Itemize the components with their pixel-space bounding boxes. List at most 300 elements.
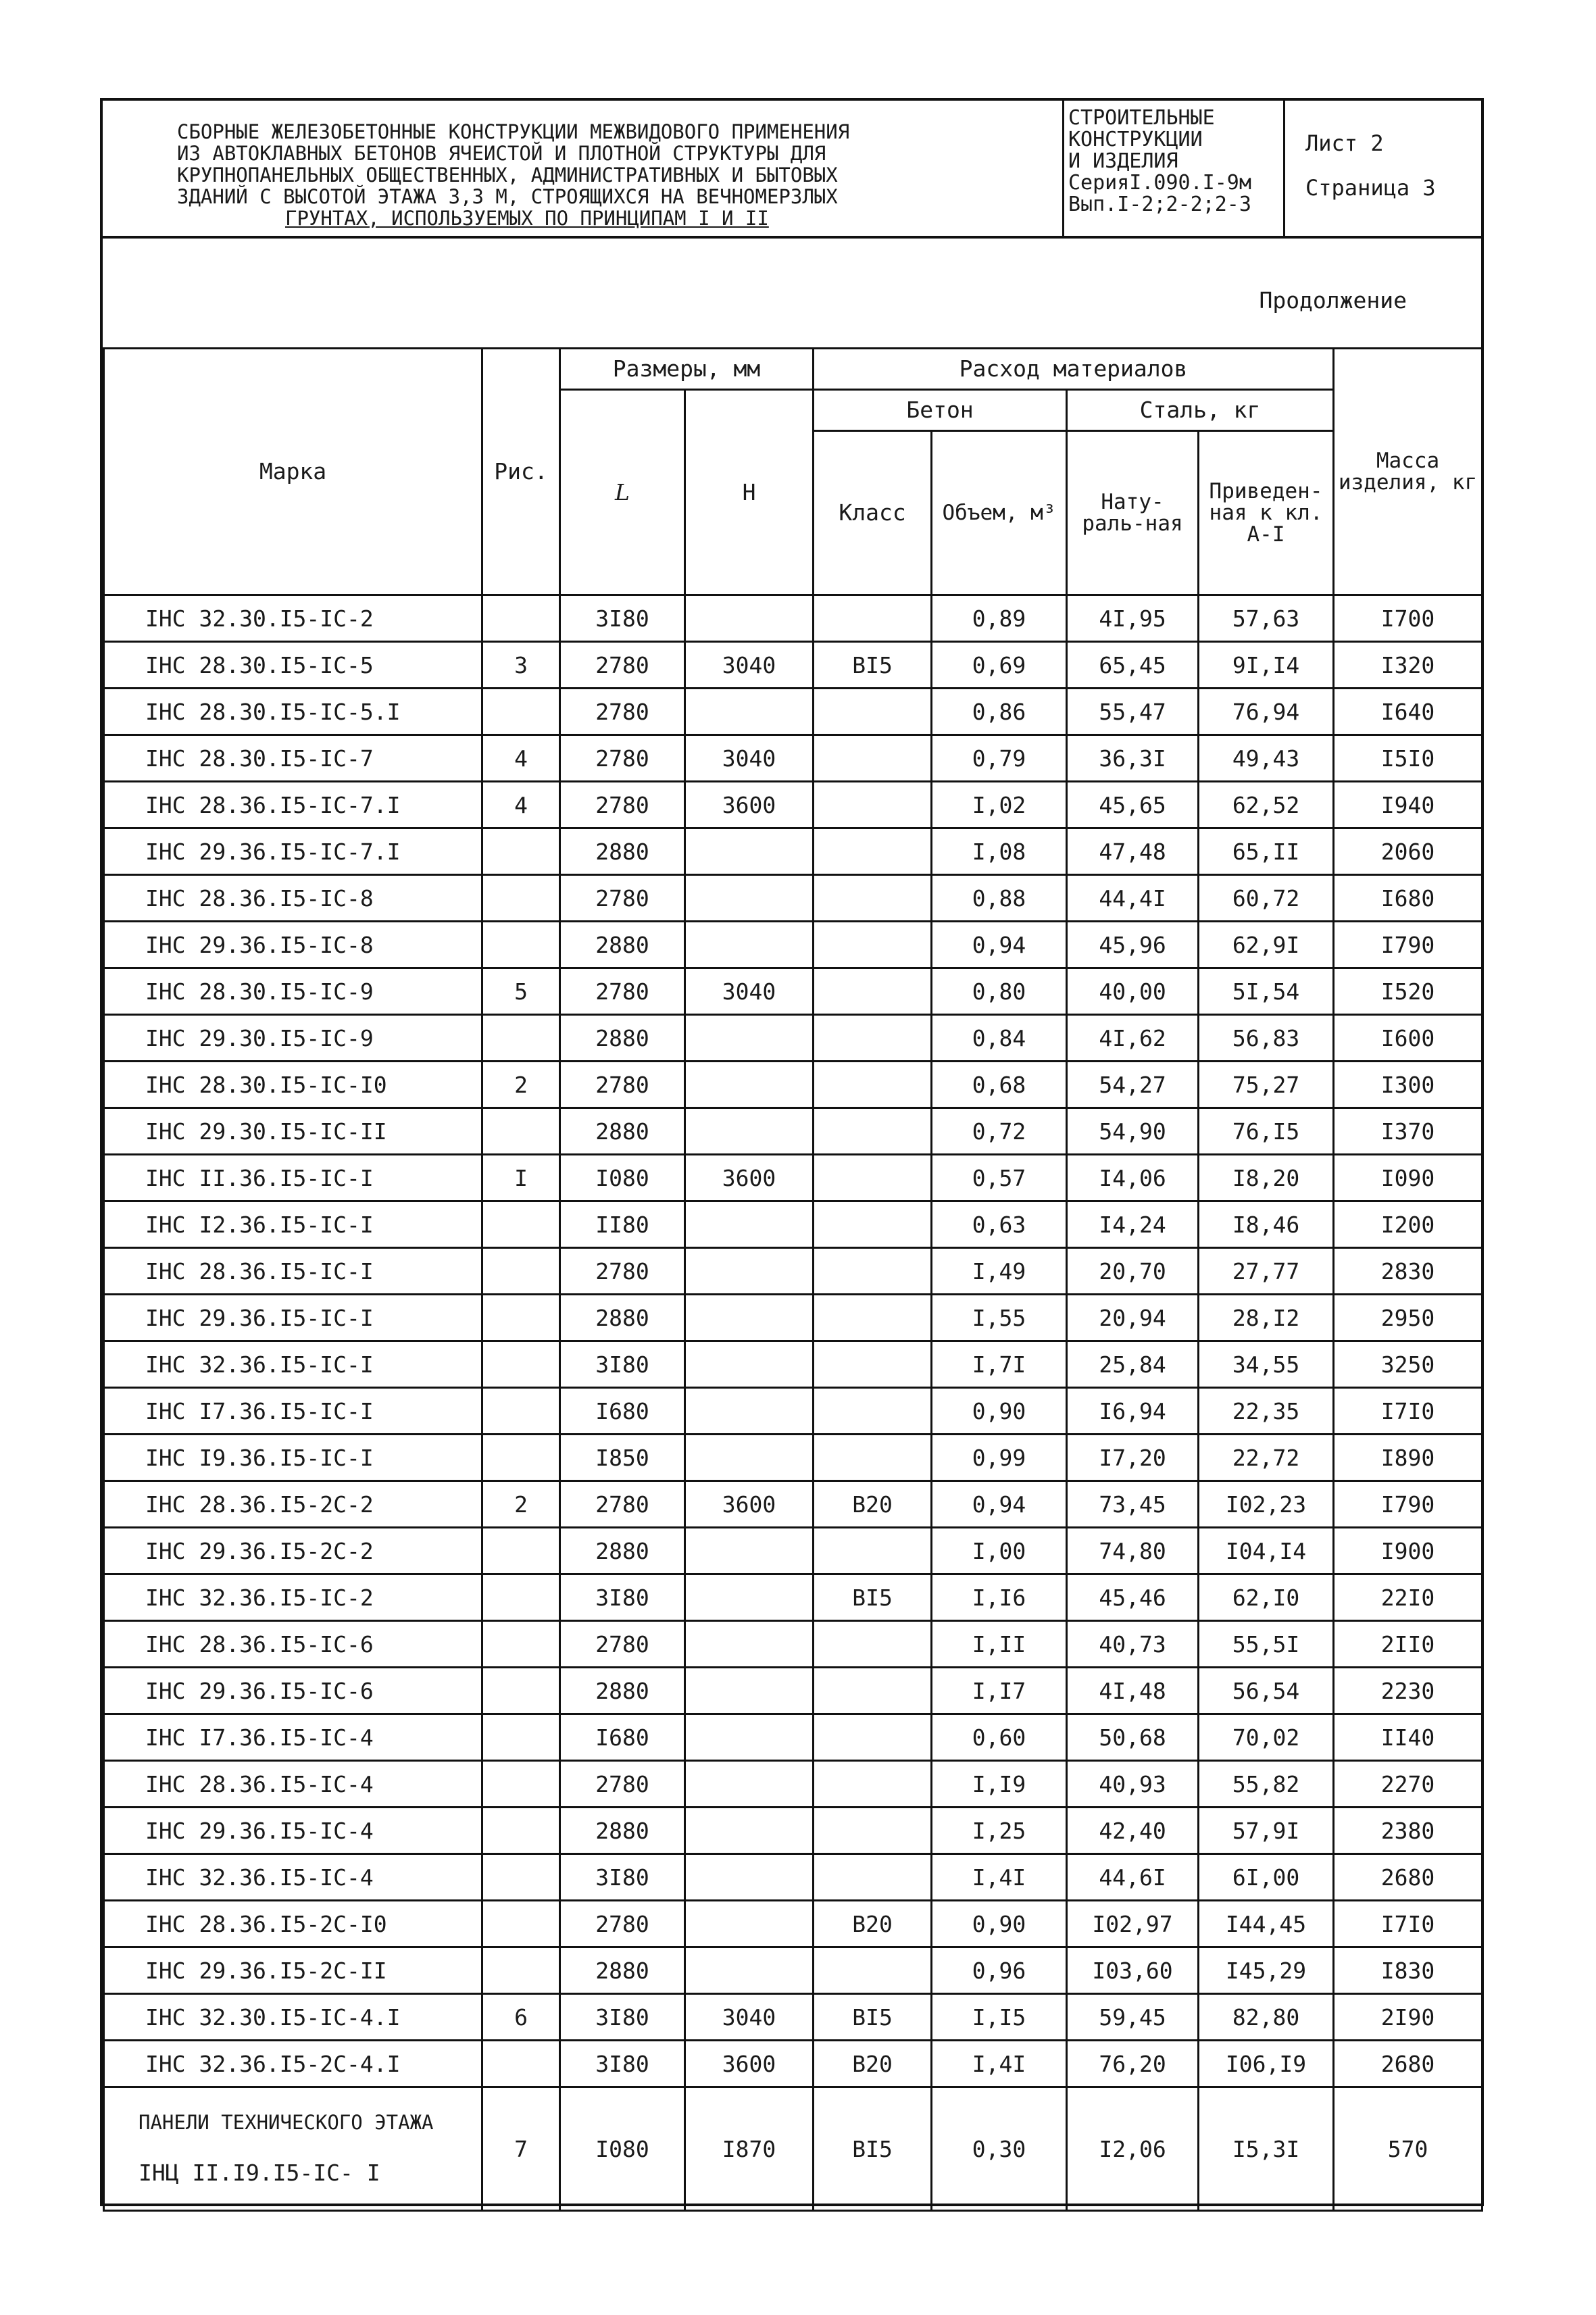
- row-mass: 22I0: [1334, 1574, 1482, 1621]
- row-height: [685, 1015, 814, 1062]
- row-length: 2880: [560, 1108, 685, 1155]
- row-mark: IНС 28.36.I5-IC-8: [104, 875, 482, 922]
- row-volume: 0,80: [932, 968, 1067, 1015]
- table-row: [104, 595, 1482, 642]
- row-steel-natural: 40,00: [1067, 968, 1199, 1015]
- row-mark: IНС 28.36.I5-IC-7.I: [104, 782, 482, 828]
- row-length: 2880: [560, 1295, 685, 1341]
- row-mark: IНС 29.36.I5-2C-II: [104, 1947, 482, 1994]
- series-line: КОНСТРУКЦИИ: [1068, 128, 1203, 151]
- row-mark: IНС I7.36.I5-IC-I: [104, 1388, 482, 1435]
- row-mass: 2680: [1334, 1854, 1482, 1901]
- row-mass: I700: [1334, 595, 1482, 642]
- row-mass: 3250: [1334, 1341, 1482, 1388]
- row-length: 2780: [560, 1481, 685, 1528]
- row-fig: [482, 1854, 560, 1901]
- row-volume: 0,69: [932, 642, 1067, 689]
- row-height: [685, 1201, 814, 1248]
- row-mark: IНС 28.30.I5-IC-5: [104, 642, 482, 689]
- row-length: 2880: [560, 1015, 685, 1062]
- row-mass: I5I0: [1334, 735, 1482, 782]
- row-mark: IНС 28.36.I5-2C-2: [104, 1481, 482, 1528]
- row-mass: 2060: [1334, 828, 1482, 875]
- row-steel-reduced: 27,77: [1199, 1248, 1334, 1295]
- table-row: [104, 1621, 1482, 1668]
- row-fig: [482, 875, 560, 922]
- row-length: 2780: [560, 1062, 685, 1108]
- row-mark: IНС 28.30.I5-IC-7: [104, 735, 482, 782]
- row-fig: 2: [482, 1481, 560, 1528]
- row-mark: IНС 29.36.I5-IC-I: [104, 1295, 482, 1341]
- row-volume: I,7I: [932, 1341, 1067, 1388]
- row-length: 3I80: [560, 595, 685, 642]
- row-mass: I790: [1334, 1481, 1482, 1528]
- row-fig: [482, 1341, 560, 1388]
- row-volume: I,II: [932, 1621, 1067, 1668]
- row-steel-natural: I7,20: [1067, 1435, 1199, 1481]
- table-row: [104, 1668, 1482, 1714]
- row-fig: 3: [482, 642, 560, 689]
- row-class: [814, 1435, 932, 1481]
- row-class: [814, 1621, 932, 1668]
- row-steel-natural: 40,93: [1067, 1761, 1199, 1808]
- row-steel-natural: I4,24: [1067, 1201, 1199, 1248]
- row-class: [814, 1528, 932, 1574]
- title-line: ИЗ АВТОКЛАВНЫХ БЕТОНОВ ЯЧЕИСТОЙ И ПЛОТНОЙ СТРУКТУРЫ ДЛЯ: [177, 142, 826, 165]
- table-row: [104, 922, 1482, 968]
- row-mass: I600: [1334, 1015, 1482, 1062]
- row-steel-natural: 59,45: [1067, 1994, 1199, 2041]
- row-steel-reduced: 82,80: [1199, 1994, 1334, 2041]
- row-height: [685, 1528, 814, 1574]
- row-class: [814, 595, 932, 642]
- table-row: [104, 1994, 1482, 2041]
- row-length: 2780: [560, 689, 685, 735]
- row-mark: IНС 32.36.I5-IC-I: [104, 1341, 482, 1388]
- row-fig: [482, 1528, 560, 1574]
- row-height: [685, 1108, 814, 1155]
- row-fig: [482, 689, 560, 735]
- row-volume: 0,94: [932, 1481, 1067, 1528]
- row-steel-reduced: 57,63: [1199, 595, 1334, 642]
- row-steel-reduced: 28,I2: [1199, 1295, 1334, 1341]
- row-volume: 0,57: [932, 1155, 1067, 1201]
- row-mark: IНС 28.36.I5-IC-6: [104, 1621, 482, 1668]
- row-length: I680: [560, 1714, 685, 1761]
- row-length: I680: [560, 1388, 685, 1435]
- row-mass: I7I0: [1334, 1901, 1482, 1947]
- row-class: [814, 1295, 932, 1341]
- row-fig: [482, 828, 560, 875]
- row-mark: IНС 29.36.I5-IC-6: [104, 1668, 482, 1714]
- row-height: [685, 922, 814, 968]
- row-steel-reduced: 22,72: [1199, 1435, 1334, 1481]
- row-volume: I,02: [932, 782, 1067, 828]
- table-row: [104, 1574, 1482, 1621]
- row-steel-natural: 4I,95: [1067, 595, 1199, 642]
- row-height: [685, 1621, 814, 1668]
- row-length: 2780: [560, 782, 685, 828]
- row-mass: 2II0: [1334, 1621, 1482, 1668]
- row-mass: I680: [1334, 875, 1482, 922]
- row-class: [814, 1015, 932, 1062]
- row-steel-natural: 76,20: [1067, 2041, 1199, 2087]
- row-length: I080: [560, 1155, 685, 1201]
- row-steel-natural: 25,84: [1067, 1341, 1199, 1388]
- row-length: 3I80: [560, 1994, 685, 2041]
- row-mark: IНС 28.30.I5-IC-9: [104, 968, 482, 1015]
- row-steel-natural: 42,40: [1067, 1808, 1199, 1854]
- table-row: [104, 1947, 1482, 1994]
- tech-floor-cell: [104, 2087, 482, 2211]
- row-class: [814, 1714, 932, 1761]
- tech-floor-h: I870: [685, 2087, 814, 2211]
- tech-floor-reduced: I5,3I: [1199, 2087, 1334, 2211]
- row-volume: 0,96: [932, 1947, 1067, 1994]
- row-class: [814, 689, 932, 735]
- row-mark: IНС I2.36.I5-IC-I: [104, 1201, 482, 1248]
- row-mark: IНС II.36.I5-IC-I: [104, 1155, 482, 1201]
- header-concrete: Бетон: [814, 390, 1067, 431]
- row-length: 3I80: [560, 2041, 685, 2087]
- row-steel-reduced: I04,I4: [1199, 1528, 1334, 1574]
- row-mark: IНС 29.30.I5-IC-9: [104, 1015, 482, 1062]
- sheet-number: Лист 2: [1305, 130, 1384, 156]
- row-height: [685, 689, 814, 735]
- tech-floor-mass: 570: [1334, 2087, 1482, 2211]
- row-length: 2780: [560, 875, 685, 922]
- row-steel-reduced: 6I,00: [1199, 1854, 1334, 1901]
- row-fig: [482, 1295, 560, 1341]
- row-fig: 6: [482, 1994, 560, 2041]
- row-mass: I300: [1334, 1062, 1482, 1108]
- row-class: B20: [814, 1901, 932, 1947]
- row-class: [814, 1947, 932, 1994]
- row-steel-natural: 54,90: [1067, 1108, 1199, 1155]
- row-mark: IНС 28.36.I5-2C-I0: [104, 1901, 482, 1947]
- row-mass: I790: [1334, 922, 1482, 968]
- row-mass: I520: [1334, 968, 1482, 1015]
- row-mass: 2950: [1334, 1295, 1482, 1341]
- row-volume: I,I9: [932, 1761, 1067, 1808]
- row-steel-reduced: 62,9I: [1199, 922, 1334, 968]
- row-fig: [482, 1901, 560, 1947]
- row-steel-natural: 4I,62: [1067, 1015, 1199, 1062]
- row-mass: 2680: [1334, 2041, 1482, 2087]
- row-height: [685, 1341, 814, 1388]
- table-row: [104, 1481, 1482, 1528]
- row-length: 3I80: [560, 1341, 685, 1388]
- row-fig: [482, 1388, 560, 1435]
- table-row: [104, 828, 1482, 875]
- row-steel-reduced: 34,55: [1199, 1341, 1334, 1388]
- table-row: [104, 2041, 1482, 2087]
- row-mark: IНС 29.36.I5-IC-7.I: [104, 828, 482, 875]
- row-fig: [482, 1015, 560, 1062]
- row-mass: I900: [1334, 1528, 1482, 1574]
- row-steel-natural: 73,45: [1067, 1481, 1199, 1528]
- table-row: [104, 782, 1482, 828]
- row-mark: IНС 29.36.I5-2C-2: [104, 1528, 482, 1574]
- row-volume: 0,90: [932, 1901, 1067, 1947]
- row-mark: IНС 32.36.I5-2C-4.I: [104, 2041, 482, 2087]
- row-class: [814, 1808, 932, 1854]
- row-steel-reduced: I8,46: [1199, 1201, 1334, 1248]
- row-height: [685, 1901, 814, 1947]
- row-steel-natural: I03,60: [1067, 1947, 1199, 1994]
- row-class: BI5: [814, 1994, 932, 2041]
- row-volume: 0,86: [932, 689, 1067, 735]
- tech-floor-natural: I2,06: [1067, 2087, 1199, 2211]
- row-volume: 0,84: [932, 1015, 1067, 1062]
- row-height: 3600: [685, 2041, 814, 2087]
- row-height: 3040: [685, 1994, 814, 2041]
- row-length: 2880: [560, 922, 685, 968]
- row-steel-reduced: 76,94: [1199, 689, 1334, 735]
- row-height: [685, 875, 814, 922]
- row-class: [814, 828, 932, 875]
- table-row: [104, 642, 1482, 689]
- row-class: [814, 1248, 932, 1295]
- row-fig: [482, 1574, 560, 1621]
- row-height: 3600: [685, 1481, 814, 1528]
- row-steel-reduced: 65,II: [1199, 828, 1334, 875]
- row-mark: IНС 29.36.I5-IC-4: [104, 1808, 482, 1854]
- row-class: [814, 1761, 932, 1808]
- tech-floor-class: BI5: [814, 2087, 932, 2211]
- row-volume: I,55: [932, 1295, 1067, 1341]
- row-length: 3I80: [560, 1574, 685, 1621]
- row-steel-reduced: 62,I0: [1199, 1574, 1334, 1621]
- row-volume: 0,60: [932, 1714, 1067, 1761]
- table-row: [104, 1155, 1482, 1201]
- tech-floor-mark: IНЦ II.I9.I5-IC- I: [139, 2159, 380, 2186]
- row-steel-natural: 74,80: [1067, 1528, 1199, 1574]
- row-class: [814, 1388, 932, 1435]
- row-fig: [482, 1435, 560, 1481]
- row-volume: I,I7: [932, 1668, 1067, 1714]
- row-length: 2780: [560, 1761, 685, 1808]
- row-steel-natural: 45,96: [1067, 922, 1199, 968]
- row-fig: 4: [482, 735, 560, 782]
- row-class: [814, 968, 932, 1015]
- table-row: [104, 1341, 1482, 1388]
- table-row: [104, 875, 1482, 922]
- table-row: [104, 968, 1482, 1015]
- row-class: [814, 1155, 932, 1201]
- row-mark: IНС 28.30.I5-IC-I0: [104, 1062, 482, 1108]
- tech-floor-volume: 0,30: [932, 2087, 1067, 2211]
- table-row: [104, 1435, 1482, 1481]
- row-height: [685, 1388, 814, 1435]
- header-dim-h: H: [685, 390, 814, 595]
- row-steel-natural: 47,48: [1067, 828, 1199, 875]
- header-dimensions: Размеры, мм: [560, 349, 814, 390]
- row-steel-reduced: 57,9I: [1199, 1808, 1334, 1854]
- page-number: Страница 3: [1305, 175, 1436, 201]
- header-materials: Расход материалов: [814, 349, 1334, 390]
- row-height: [685, 1947, 814, 1994]
- header-fig: Рис.: [482, 349, 560, 595]
- row-steel-reduced: 9I,I4: [1199, 642, 1334, 689]
- row-mass: 2230: [1334, 1668, 1482, 1714]
- row-mark: IНС 29.30.I5-IC-II: [104, 1108, 482, 1155]
- row-mass: I640: [1334, 689, 1482, 735]
- row-volume: I,I5: [932, 1994, 1067, 2041]
- row-mark: IНС 28.36.I5-IC-I: [104, 1248, 482, 1295]
- row-fig: 5: [482, 968, 560, 1015]
- row-fig: [482, 1947, 560, 1994]
- row-steel-natural: 55,47: [1067, 689, 1199, 735]
- row-steel-natural: 4I,48: [1067, 1668, 1199, 1714]
- row-fig: [482, 1761, 560, 1808]
- table-row: [104, 1062, 1482, 1108]
- row-mark: IНС 29.36.I5-IC-8: [104, 922, 482, 968]
- row-steel-reduced: 75,27: [1199, 1062, 1334, 1108]
- row-fig: [482, 1621, 560, 1668]
- row-steel-natural: 45,65: [1067, 782, 1199, 828]
- row-fig: 2: [482, 1062, 560, 1108]
- row-mark: IНС 32.36.I5-IC-2: [104, 1574, 482, 1621]
- row-volume: 0,94: [932, 922, 1067, 968]
- series-line: СерияI.090.I-9м: [1068, 171, 1251, 195]
- table-row: [104, 1714, 1482, 1761]
- row-steel-natural: 40,73: [1067, 1621, 1199, 1668]
- row-class: B20: [814, 2041, 932, 2087]
- row-steel-natural: 44,4I: [1067, 875, 1199, 922]
- tech-floor-title: ПАНЕЛИ ТЕХНИЧЕСКОГО ЭТАЖА: [139, 2110, 434, 2134]
- title-block: [103, 101, 1481, 239]
- row-height: 3600: [685, 782, 814, 828]
- drawing-frame: [100, 98, 1484, 2206]
- row-steel-natural: 50,68: [1067, 1714, 1199, 1761]
- specification-table: [103, 347, 1483, 2212]
- row-class: BI5: [814, 1574, 932, 1621]
- row-volume: I,4I: [932, 2041, 1067, 2087]
- row-length: 2880: [560, 1947, 685, 1994]
- sheet-info: [1305, 121, 1436, 210]
- row-height: [685, 1295, 814, 1341]
- row-mass: I7I0: [1334, 1388, 1482, 1435]
- row-class: [814, 782, 932, 828]
- row-mark: IНС I7.36.I5-IC-4: [104, 1714, 482, 1761]
- row-volume: I,49: [932, 1248, 1067, 1295]
- header-steel: Сталь, кг: [1067, 390, 1334, 431]
- table-row: [104, 1528, 1482, 1574]
- row-steel-natural: 20,70: [1067, 1248, 1199, 1295]
- row-steel-natural: 20,94: [1067, 1295, 1199, 1341]
- row-steel-reduced: 76,I5: [1199, 1108, 1334, 1155]
- row-volume: 0,89: [932, 595, 1067, 642]
- table-row: [104, 1388, 1482, 1435]
- row-steel-reduced: 56,54: [1199, 1668, 1334, 1714]
- series-line: И ИЗДЕЛИЯ: [1068, 149, 1178, 173]
- table-row: [104, 1295, 1482, 1341]
- row-steel-reduced: 60,72: [1199, 875, 1334, 922]
- row-steel-natural: I4,06: [1067, 1155, 1199, 1201]
- row-mass: I370: [1334, 1108, 1482, 1155]
- row-mark: IНС 32.30.I5-IC-4.I: [104, 1994, 482, 2041]
- row-volume: I,I6: [932, 1574, 1067, 1621]
- row-class: [814, 1341, 932, 1388]
- row-length: 2880: [560, 1668, 685, 1714]
- row-mass: I830: [1334, 1947, 1482, 1994]
- row-fig: [482, 1201, 560, 1248]
- row-volume: 0,79: [932, 735, 1067, 782]
- row-steel-reduced: 49,43: [1199, 735, 1334, 782]
- series-box: [1062, 101, 1285, 236]
- row-volume: 0,63: [932, 1201, 1067, 1248]
- table-row: [104, 1248, 1482, 1295]
- row-mass: I940: [1334, 782, 1482, 828]
- row-volume: 0,90: [932, 1388, 1067, 1435]
- row-length: II80: [560, 1201, 685, 1248]
- row-mark: IНС 28.30.I5-IC-5.I: [104, 689, 482, 735]
- row-height: [685, 1761, 814, 1808]
- row-volume: 0,88: [932, 875, 1067, 922]
- title-line: ЗДАНИЙ С ВЫСОТОЙ ЭТАЖА 3,3 М, СТРОЯЩИХСЯ НА ВЕЧНОМЕРЗЛЫХ: [177, 185, 838, 208]
- row-length: 2780: [560, 735, 685, 782]
- row-mass: 2I90: [1334, 1994, 1482, 2041]
- row-height: 3040: [685, 642, 814, 689]
- table-row: [104, 1854, 1482, 1901]
- row-class: BI5: [814, 642, 932, 689]
- row-mark: IНС 32.30.I5-IC-2: [104, 595, 482, 642]
- row-mark: IНС I9.36.I5-IC-I: [104, 1435, 482, 1481]
- row-height: 3040: [685, 968, 814, 1015]
- header-dim-l: L: [560, 390, 685, 595]
- row-volume: 0,99: [932, 1435, 1067, 1481]
- row-height: [685, 1808, 814, 1854]
- header-volume: Объем, м³: [932, 431, 1067, 595]
- row-steel-reduced: 55,82: [1199, 1761, 1334, 1808]
- row-mass: 2270: [1334, 1761, 1482, 1808]
- row-fig: I: [482, 1155, 560, 1201]
- row-length: 2780: [560, 1901, 685, 1947]
- series-line: Вып.I-2;2-2;2-3: [1068, 193, 1251, 216]
- row-length: 2780: [560, 1248, 685, 1295]
- row-length: 2780: [560, 968, 685, 1015]
- series-line: СТРОИТЕЛЬНЫЕ: [1068, 106, 1215, 130]
- row-steel-natural: 65,45: [1067, 642, 1199, 689]
- row-class: [814, 735, 932, 782]
- row-height: [685, 1574, 814, 1621]
- header-mass: Масса изделия, кг: [1334, 349, 1482, 595]
- header-mark: Марка: [104, 349, 482, 595]
- document-title: [177, 121, 1089, 229]
- row-steel-reduced: 55,5I: [1199, 1621, 1334, 1668]
- row-length: 2880: [560, 828, 685, 875]
- row-fig: [482, 922, 560, 968]
- table-row: [104, 689, 1482, 735]
- row-length: 2880: [560, 1528, 685, 1574]
- title-line: ГРУНТАХ, ИСПОЛЬЗУЕМЫХ ПО ПРИНЦИПАМ I И II: [285, 207, 769, 230]
- row-steel-natural: I6,94: [1067, 1388, 1199, 1435]
- row-fig: [482, 595, 560, 642]
- row-steel-reduced: 22,35: [1199, 1388, 1334, 1435]
- row-mass: I320: [1334, 642, 1482, 689]
- table-row: [104, 1761, 1482, 1808]
- row-class: [814, 875, 932, 922]
- row-steel-reduced: 56,83: [1199, 1015, 1334, 1062]
- row-height: 3040: [685, 735, 814, 782]
- row-volume: 0,72: [932, 1108, 1067, 1155]
- row-height: [685, 828, 814, 875]
- row-volume: I,4I: [932, 1854, 1067, 1901]
- row-class: [814, 1062, 932, 1108]
- row-fig: [482, 1714, 560, 1761]
- row-steel-reduced: I06,I9: [1199, 2041, 1334, 2087]
